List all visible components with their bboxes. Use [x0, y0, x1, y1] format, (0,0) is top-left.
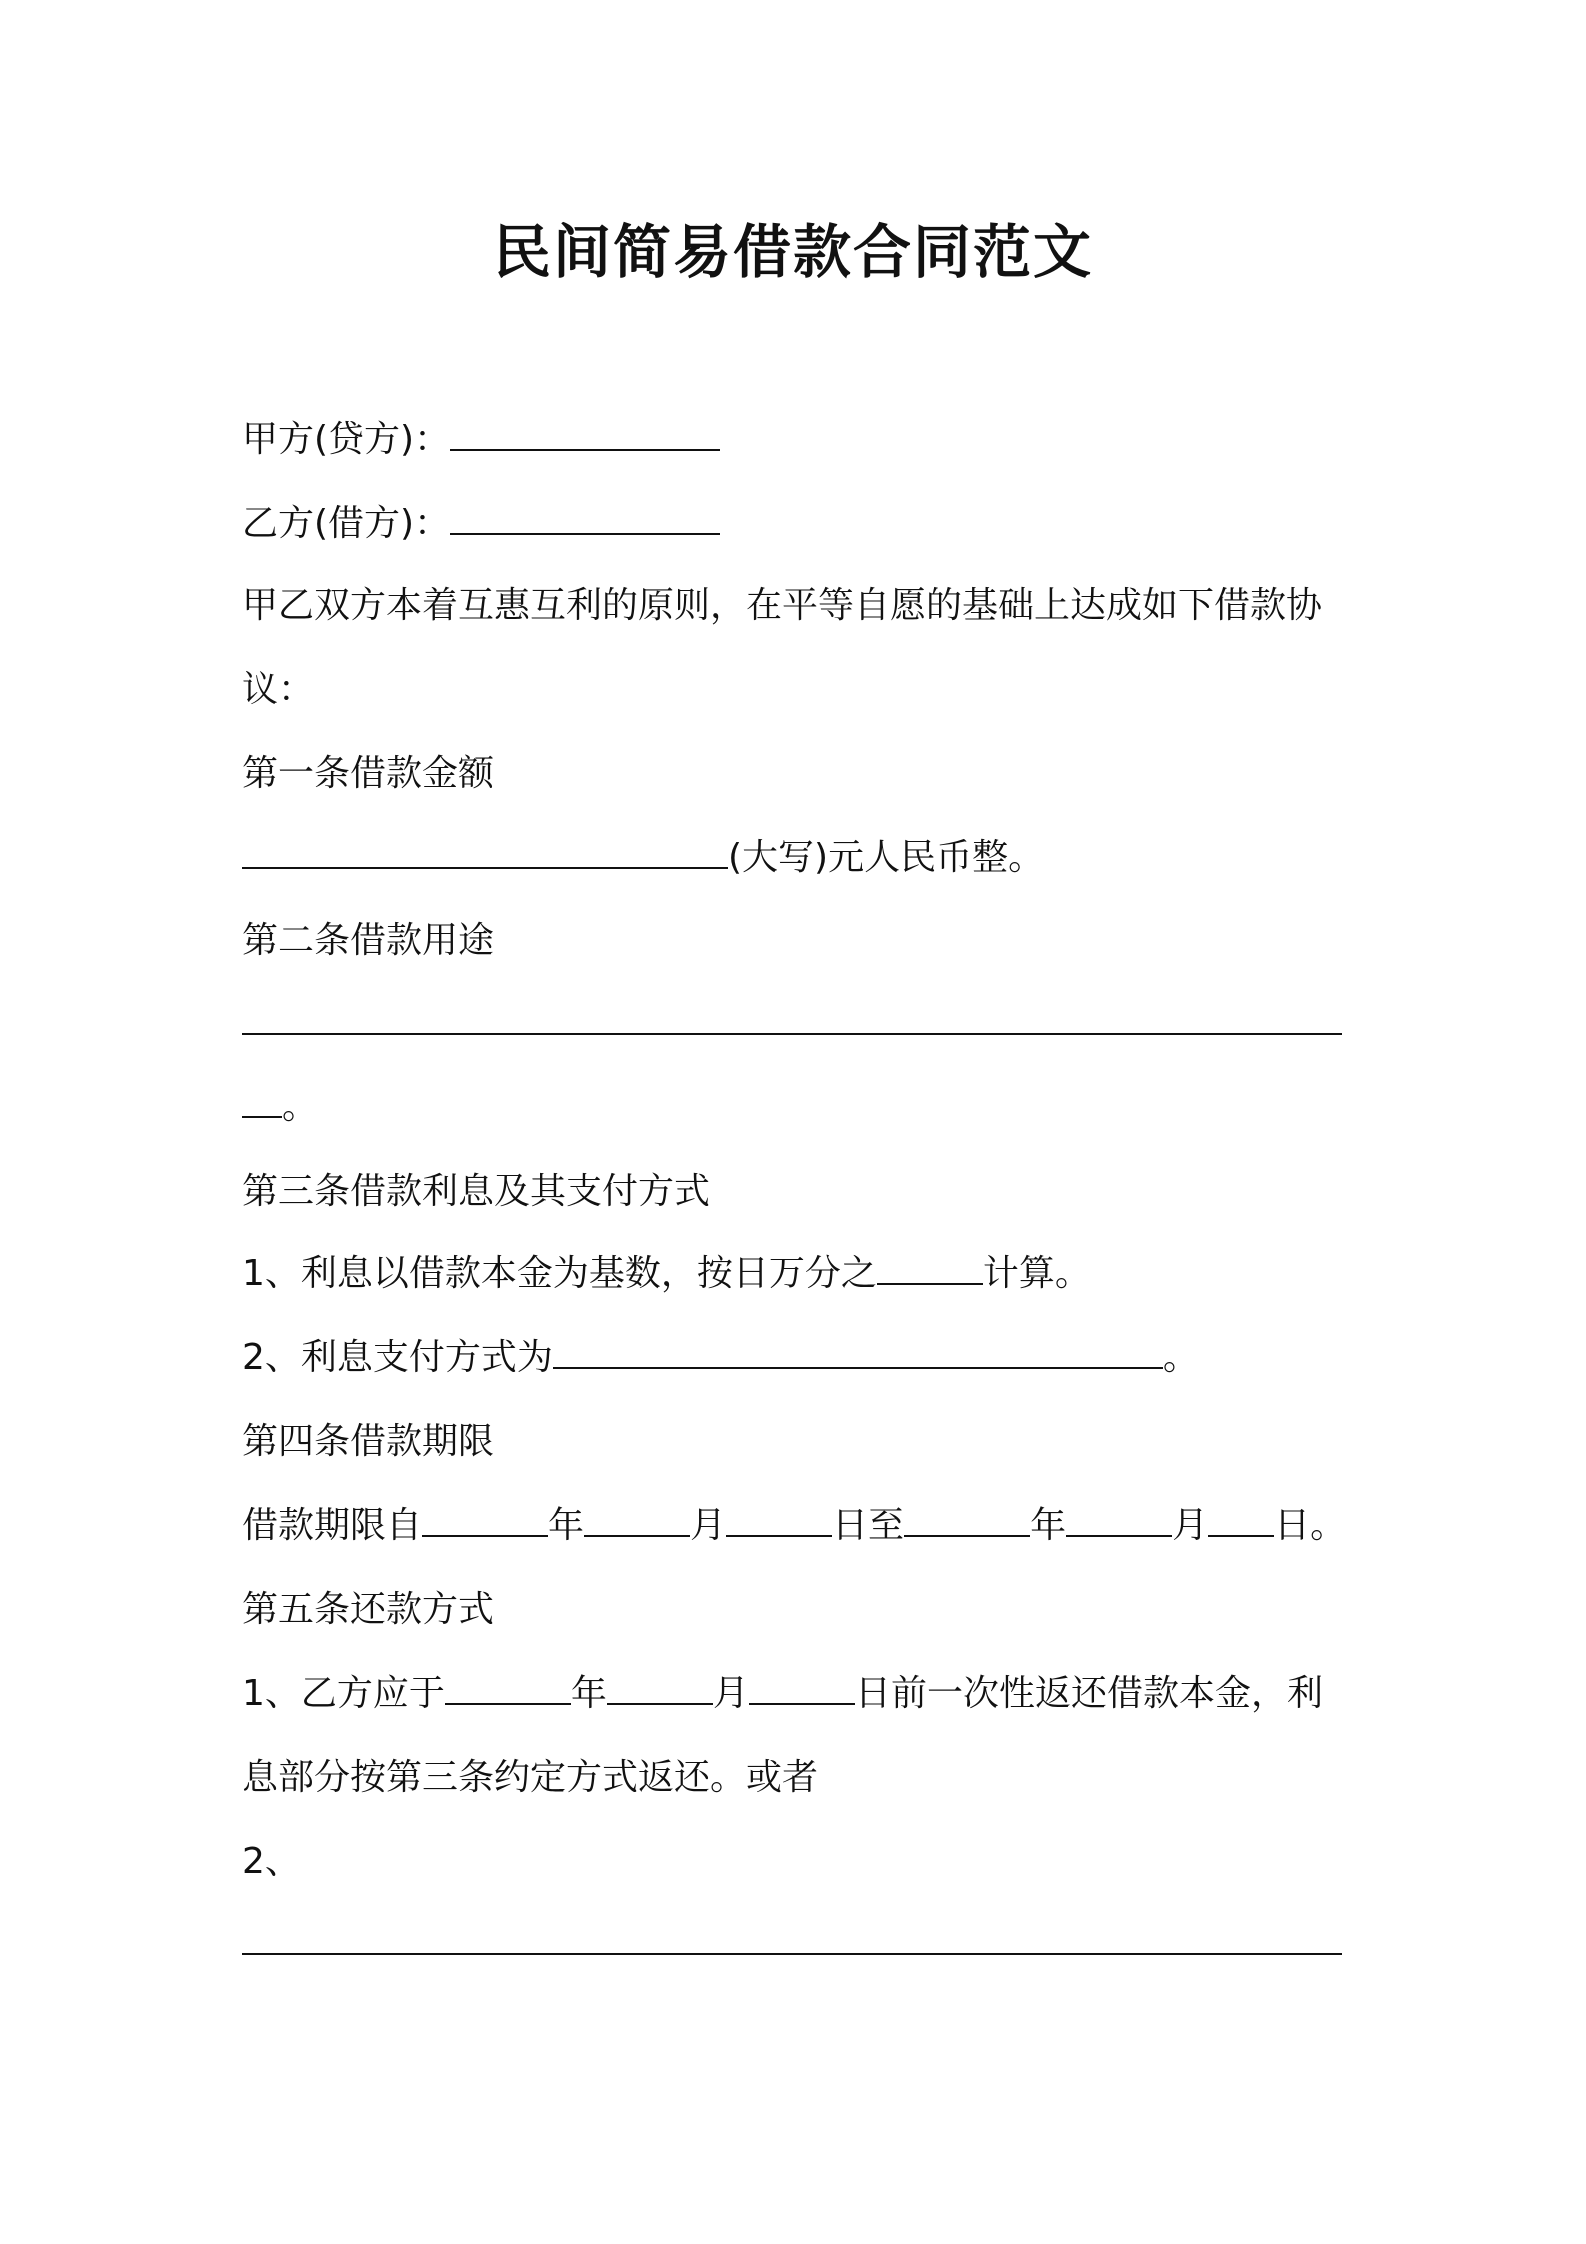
- repayment-option-2-blank[interactable]: [242, 1921, 1342, 1955]
- article-3-heading: 第三条借款利息及其支付方式: [242, 1171, 711, 1212]
- interest-rate-line: [242, 1250, 1091, 1298]
- purpose-period: 。: [282, 1086, 319, 1127]
- article-4-heading: 第四条借款期限: [242, 1421, 495, 1462]
- interest-payment-period: 。: [1162, 1337, 1199, 1378]
- term-end-month-blank[interactable]: [1066, 1503, 1172, 1537]
- term-start-month-label: 月: [690, 1505, 727, 1546]
- term-start-month-blank[interactable]: [584, 1503, 690, 1537]
- amount-suffix: (大写)元人民币整。: [728, 837, 1045, 878]
- purpose-blank-1[interactable]: [242, 1001, 1342, 1035]
- term-start-day-label: 日至: [832, 1505, 905, 1546]
- preamble-line-2: 议：: [242, 669, 315, 710]
- amount-line: [242, 834, 1044, 882]
- interest-rate-suffix: 计算。: [982, 1253, 1091, 1294]
- repayment-suffix: 日前一次性返还借款本金，利: [854, 1673, 1323, 1714]
- borrower-label: 乙方(借方)：: [242, 503, 451, 544]
- purpose-blank-2[interactable]: [242, 1084, 282, 1118]
- repayment-year-label: 年: [570, 1673, 607, 1714]
- term-start-year-blank[interactable]: [422, 1503, 548, 1537]
- repayment-month-label: 月: [712, 1673, 749, 1714]
- term-end-day-label: 日。: [1274, 1505, 1347, 1546]
- term-end-day-blank[interactable]: [1208, 1503, 1274, 1537]
- borrower-blank[interactable]: [450, 501, 720, 535]
- repayment-month-blank[interactable]: [607, 1671, 713, 1705]
- repayment-option-2-line: [242, 1920, 1342, 1968]
- purpose-line-1: [242, 1000, 1342, 1048]
- repayment-label: 1、乙方应于: [242, 1673, 445, 1714]
- lender-line: [242, 416, 720, 464]
- term-line: [242, 1502, 1346, 1550]
- article-2-heading: 第二条借款用途: [242, 920, 495, 961]
- article-1-heading: 第一条借款金额: [242, 753, 495, 794]
- repayment-year-blank[interactable]: [445, 1671, 571, 1705]
- term-start-day-blank[interactable]: [726, 1503, 832, 1537]
- page-title: 民间简易借款合同范文: [492, 218, 1093, 286]
- term-end-year-blank[interactable]: [904, 1503, 1030, 1537]
- interest-payment-blank[interactable]: [553, 1335, 1163, 1369]
- interest-payment-label: 2、利息支付方式为: [242, 1337, 553, 1378]
- borrower-line: [242, 500, 720, 548]
- lender-blank[interactable]: [450, 417, 720, 451]
- term-start-year-label: 年: [548, 1505, 585, 1546]
- preamble-line-1: 甲乙双方本着互惠互利的原则，在平等自愿的基础上达成如下借款协: [242, 585, 1323, 626]
- lender-label: 甲方(贷方)：: [242, 419, 451, 460]
- amount-blank[interactable]: [242, 835, 728, 869]
- repayment-line-1: [242, 1670, 1323, 1718]
- repayment-option-2-label: 2、: [242, 1841, 301, 1882]
- interest-rate-label: 1、利息以借款本金为基数，按日万分之: [242, 1253, 877, 1294]
- repayment-day-blank[interactable]: [749, 1671, 855, 1705]
- term-label: 借款期限自: [242, 1505, 423, 1546]
- term-end-year-label: 年: [1030, 1505, 1067, 1546]
- repayment-line-2: 息部分按第三条约定方式返还。或者: [242, 1757, 819, 1798]
- interest-payment-line: [242, 1334, 1199, 1382]
- term-end-month-label: 月: [1172, 1505, 1209, 1546]
- purpose-line-2: [242, 1083, 318, 1131]
- article-5-heading: 第五条还款方式: [242, 1589, 495, 1630]
- interest-rate-blank[interactable]: [877, 1251, 983, 1285]
